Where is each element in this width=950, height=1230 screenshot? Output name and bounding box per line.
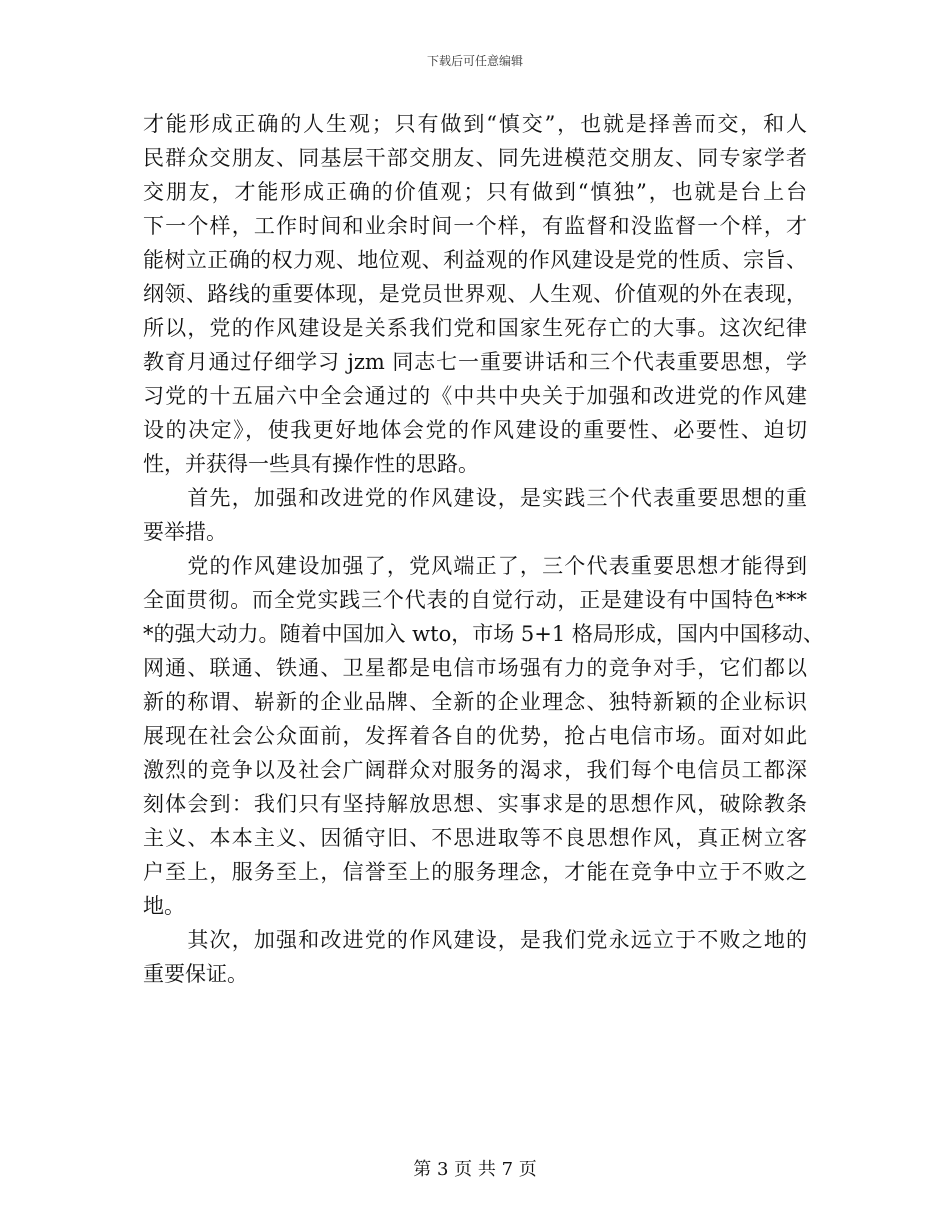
text-line: *的强大动力。随着中国加入 wto，市场 5+1 格局形成，国内中国移动、 [143,622,824,646]
text-line: 展现在社会公众面前，发挥着各自的优势，抢占电信市场。面对如此 [143,724,807,748]
text-line: 下一个样，工作时间和业余时间一个样，有监督和没监督一个样，才 [143,214,807,238]
text-line: 纲领、路线的重要体现，是党员世界观、人生观、价值观的外在表现， [143,282,807,306]
text-line: 才能形成正确的人生观；只有做到“慎交”，也就是择善而交，和人 [143,112,807,136]
text-line: 刻体会到：我们只有坚持解放思想、实事求是的思想作风，破除教条 [143,792,807,816]
paragraph-2 [143,481,807,549]
text-line: 首先，加强和改进党的作风建设，是实践三个代表重要思想的重 [143,486,807,510]
text-line: 其次，加强和改进党的作风建设，是我们党永远立于不败之地的 [143,928,807,952]
text-line: 交朋友，才能形成正确的价值观；只有做到“慎独”，也就是台上台 [143,180,807,204]
text-line: 习党的十五届六中全会通过的《中共中央关于加强和改进党的作风建 [143,384,807,408]
text-line: 户至上，服务至上，信誉至上的服务理念，才能在竞争中立于不败之 [143,860,807,884]
text-line: 新的称谓、崭新的企业品牌、全新的企业理念、独特新颖的企业标识 [143,690,807,714]
text-line: 重要保证。 [143,962,248,986]
page-header: 下载后可任意编辑 [426,54,523,68]
paragraph-4 [143,923,807,991]
text-line: 性，并获得一些具有操作性的思路。 [143,452,479,476]
text-line: 激烈的竞争以及社会广阔群众对服务的渴求，我们每个电信员工都深 [143,758,807,782]
text-line: 能树立正确的权力观、地位观、利益观的作风建设是党的性质、宗旨、 [143,248,807,272]
text-line: 民群众交朋友、同基层干部交朋友、同先进模范交朋友、同专家学者 [143,146,807,170]
text-line: 要举措。 [143,520,227,544]
paragraph-1 [143,107,807,481]
text-line: 地。 [143,894,185,918]
text-line: 全面贯彻。而全党实践三个代表的自觉行动，正是建设有中国特色*** [143,588,807,612]
paragraph-3 [143,549,824,923]
text-line: 党的作风建设加强了，党风端正了，三个代表重要思想才能得到 [143,554,807,578]
text-line: 网通、联通、铁通、卫星都是电信市场强有力的竞争对手，它们都以 [143,656,807,680]
text-line: 教育月通过仔细学习 jzm 同志七一重要讲话和三个代表重要思想，学 [143,350,807,374]
text-line: 设的决定》，使我更好地体会党的作风建设的重要性、必要性、迫切 [143,418,807,442]
text-line: 所以，党的作风建设是关系我们党和国家生死存亡的大事。这次纪律 [143,316,807,340]
text-line: 主义、本本主义、因循守旧、不思进取等不良思想作风，真正树立客 [143,826,807,850]
page-number: 第 3 页 共 7 页 [413,1159,537,1180]
document-body [143,107,824,991]
